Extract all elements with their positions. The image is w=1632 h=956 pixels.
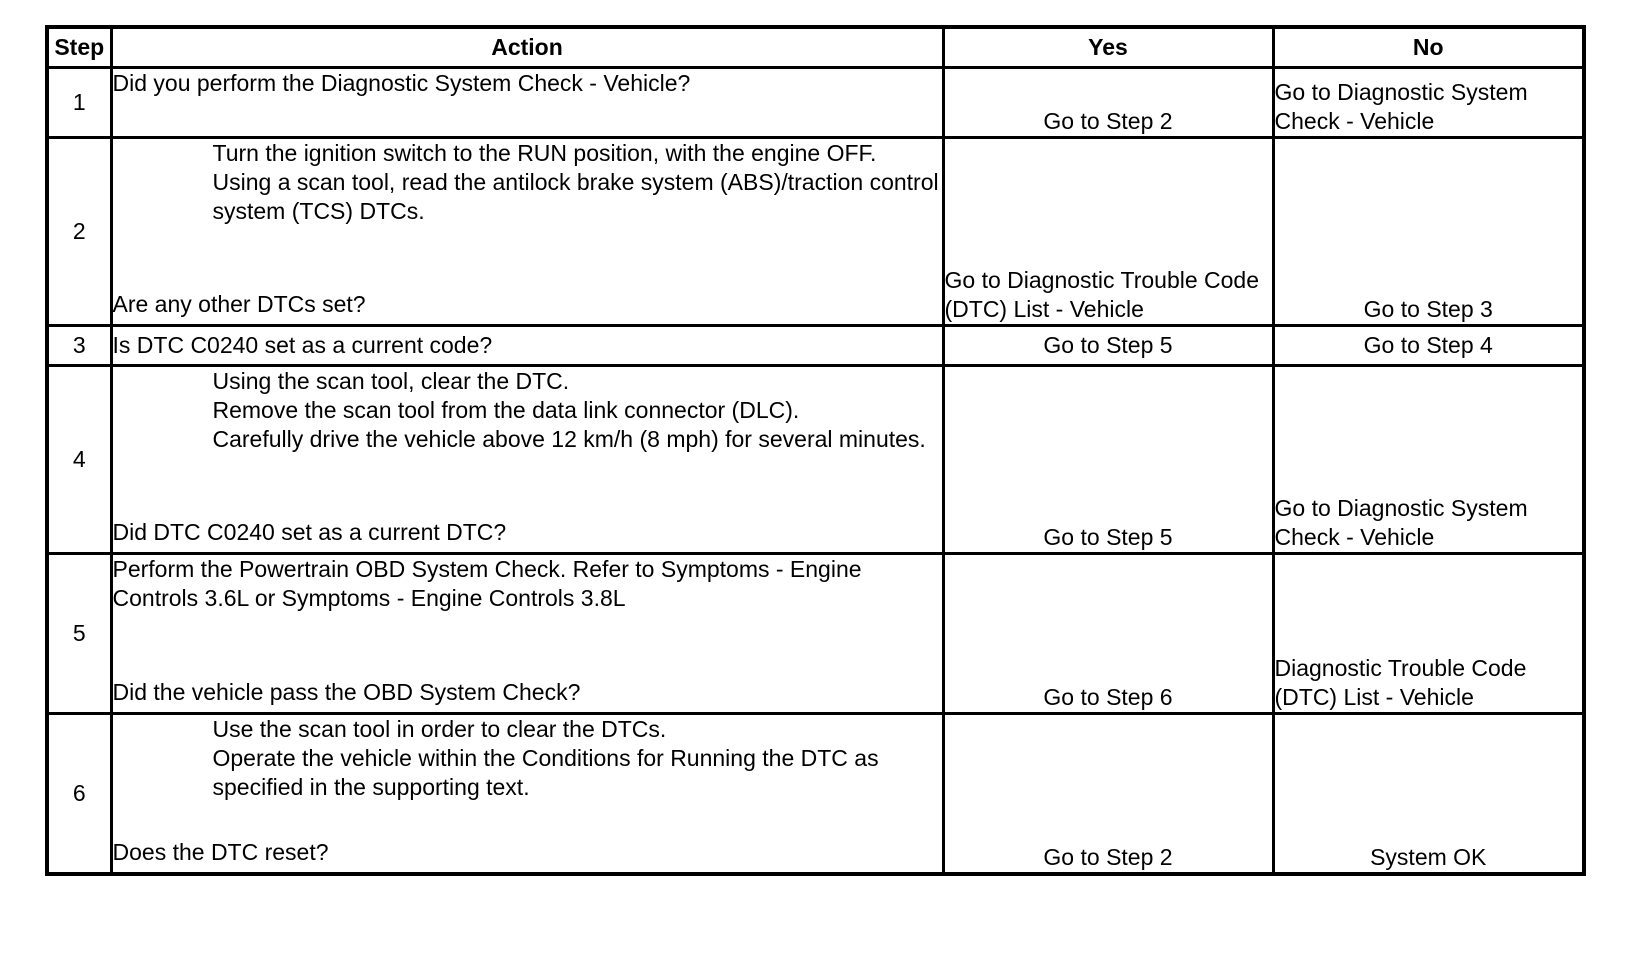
instruction-line: Use the scan tool in order to clear the DTCs. xyxy=(212,716,667,742)
action-cell xyxy=(111,714,943,874)
yes-result: Go to Step 2 xyxy=(943,68,1273,138)
instruction-list xyxy=(113,139,942,226)
step-number: 2 xyxy=(47,138,111,326)
header-step: Step xyxy=(47,27,111,68)
instruction-line: Turn the ignition switch to the RUN position, with the engine OFF. xyxy=(212,140,877,166)
step-question: Does the DTC reset? xyxy=(112,839,329,865)
step-number: 3 xyxy=(47,326,111,366)
table-row xyxy=(47,138,1584,326)
step-number: 4 xyxy=(47,366,111,554)
instruction-line: Remove the scan tool from the data link connector (DLC). xyxy=(212,397,800,423)
instruction-line: Using the scan tool, clear the DTC. xyxy=(212,368,570,394)
header-action: Action xyxy=(111,27,943,68)
instruction-list xyxy=(113,367,942,454)
table-row xyxy=(47,554,1584,714)
step-question: Are any other DTCs set? xyxy=(112,291,366,317)
yes-result: Go to Diagnostic Trouble Code (DTC) List - Vehicle xyxy=(943,138,1273,326)
step-number: 1 xyxy=(47,68,111,138)
instruction-line: Carefully drive the vehicle above 12 km/h (8 mph) for several minutes. xyxy=(212,426,926,452)
header-no: No xyxy=(1273,27,1584,68)
yes-result: Go to Step 2 xyxy=(943,714,1273,874)
no-result: Go to Diagnostic System Check - Vehicle xyxy=(1273,366,1584,554)
table-row xyxy=(47,326,1584,366)
yes-result: Go to Step 5 xyxy=(943,326,1273,366)
step-number: 5 xyxy=(47,554,111,714)
action-cell xyxy=(111,68,943,138)
diagnostic-table xyxy=(45,25,1586,876)
header-yes: Yes xyxy=(943,27,1273,68)
table-row xyxy=(47,714,1584,874)
header-row xyxy=(47,27,1584,68)
table-row xyxy=(47,366,1584,554)
instruction-line: Using a scan tool, read the antilock brake system (ABS)/traction control system (TCS) DTCs. xyxy=(212,169,939,224)
no-result: Diagnostic Trouble Code (DTC) List - Vehicle xyxy=(1273,554,1584,714)
step-question: Did you perform the Diagnostic System Check - Vehicle? xyxy=(112,70,691,96)
action-cell xyxy=(111,554,943,714)
no-result: System OK xyxy=(1273,714,1584,874)
no-result: Go to Step 3 xyxy=(1273,138,1584,326)
table-row xyxy=(47,68,1584,138)
step-question: Is DTC C0240 set as a current code? xyxy=(112,332,493,358)
yes-result: Go to Step 6 xyxy=(943,554,1273,714)
action-cell xyxy=(111,326,943,366)
no-result: Go to Diagnostic System Check - Vehicle xyxy=(1273,68,1584,138)
instruction-line: Operate the vehicle within the Conditions for Running the DTC as specified in the supporting text. xyxy=(212,745,879,800)
instruction-list xyxy=(113,715,942,802)
action-cell xyxy=(111,366,943,554)
no-result: Go to Step 4 xyxy=(1273,326,1584,366)
step-question: Did DTC C0240 set as a current DTC? xyxy=(112,519,507,545)
step-number: 6 xyxy=(47,714,111,874)
instruction-line: Perform the Powertrain OBD System Check. Refer to Symptoms - Engine Controls 3.6L or Symptoms - Engine Controls 3.8L xyxy=(112,556,862,611)
step-question: Did the vehicle pass the OBD System Check? xyxy=(112,679,581,705)
yes-result: Go to Step 5 xyxy=(943,366,1273,554)
action-cell xyxy=(111,138,943,326)
